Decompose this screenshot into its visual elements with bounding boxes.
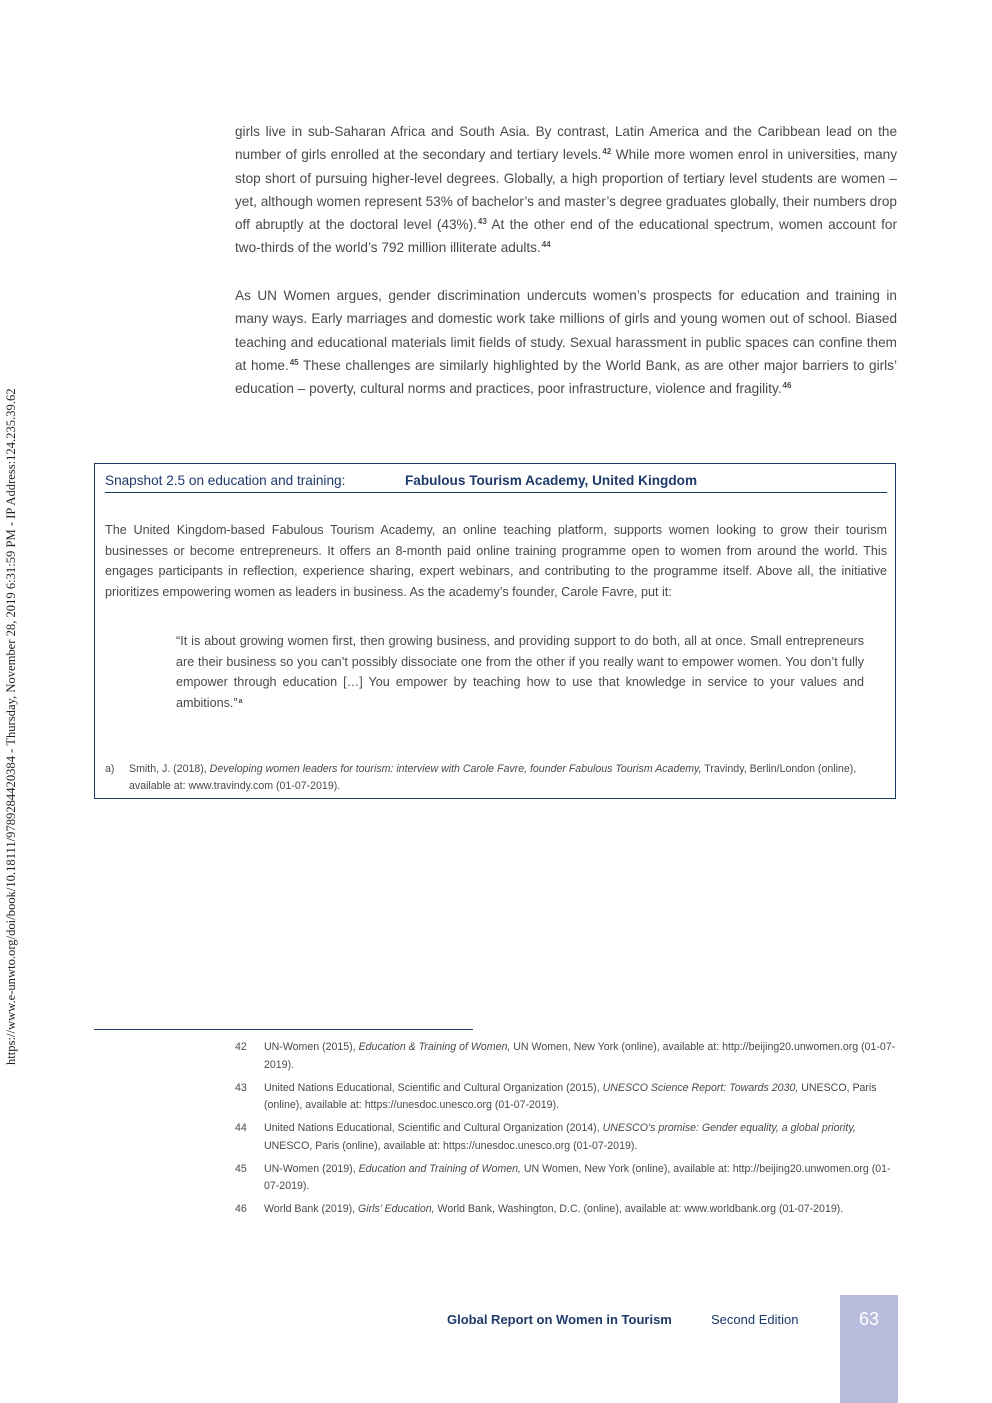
footnotes [235,1039,897,1224]
footnote-source: World Bank, Washington, D.C. (online), available at: www.worldbank.org (01-07-2019). [434,1203,844,1215]
note-text [129,761,887,795]
paragraph-education-stats [235,120,897,260]
footnote-title: UNESCO Science Report: Towards 2030, [602,1081,799,1094]
footnote-title: Girls’ Education, [358,1203,435,1215]
footnote-title: Education and Training of Women, [358,1162,521,1175]
note-title: Developing women leaders for tourism: interview with Carole Favre, founder Fabulous Tourism Academy, [209,763,702,775]
footnote-source: UNESCO, Paris (online), available at: https://unesdoc.unesco.org (01-07-2019). [264,1081,877,1111]
snapshot-box [94,463,896,799]
footnote-author: United Nations Educational, Scientific and Cultural Organization (2015), [264,1081,603,1094]
footnote-author: UN-Women (2019), [264,1162,359,1175]
footnote-divider [94,1029,473,1030]
footnote-author: UN-Women (2015), [264,1041,359,1053]
download-watermark: https://www.e-unwto.org/doi/book/10.18111/9789284420384 - Thursday, November 28, 2019 6:31:59 PM - IP Address:124.235.39.62 [4,388,18,1065]
footnote-author: World Bank (2019), [264,1203,359,1215]
snapshot-header [105,472,887,493]
footnote-ref-46[interactable]: 46 [782,381,792,391]
footnote-ref-43[interactable]: 43 [477,217,487,227]
snapshot-quote [176,631,864,713]
footnote [235,1120,897,1155]
footnote [235,1201,897,1219]
footer-edition: Second Edition [711,1312,799,1327]
footnote-ref-44[interactable]: 44 [541,240,551,250]
footnote [235,1039,897,1074]
page-number: 63 [858,1309,880,1329]
footnote-source: UN Women, New York (online), available at: http://beijing20.unwomen.org (01-07-2019). [264,1162,891,1192]
note-marker: a) [105,763,115,775]
paragraph-text: girls live in sub-Saharan Africa and South Asia. By contrast, Latin America and the Caribbean lead on the number of girls enrolled at the secondary and tertiary levels. [235,124,897,163]
note-source: Travindy, Berlin/London (online), available at: www.travindy.com (01-07-2019). [129,763,857,792]
paragraph-text: These challenges are similarly highlighted by the World Bank, as are other major barriers to girls’ education – poverty, cultural norms and practices, poor infrastructure, violence and fragility. [235,357,897,397]
snapshot-label: Snapshot 2.5 on education and training: [105,473,346,488]
footnote [235,1161,897,1196]
snapshot-body: The United Kingdom-based Fabulous Tourism Academy, an online teaching platform, supports women looking to grow their tourism businesses or become entrepreneurs. It offers an 8-month paid online training programme open to women from around the world. This engages participants in reflection, experience sharing, expert webinars, and contributing to the programme itself. Above all, the initiative prioritizes empowering women as leaders in business. As the academy’s founder, Carole Favre, put it: [105,523,887,599]
footnote [235,1080,897,1115]
footnote-number: 46 [235,1203,247,1215]
footnote-ref-45[interactable]: 45 [289,357,299,367]
paragraph-text: At the other end of the educational spectrum, women account for two-thirds of the world’s 792 million illiterate adults. [235,217,897,256]
footer-report-title: Global Report on Women in Tourism [447,1312,672,1327]
paragraph-text: As UN Women argues, gender discrimination undercuts women’s prospects for education and training in many ways. Early marriages and domestic work take millions of girls and young women out of school. Biased teaching and educational materials limit fields of study. Sexual harassment in public spaces can confine them at home. [235,288,897,373]
page-number-tab [840,1295,898,1403]
footnote-source: UNESCO, Paris (online), available at: https://unesdoc.unesco.org (01-07-2019). [264,1139,638,1152]
footnote-title: Education & Training of Women, [358,1041,511,1053]
footnote-source: UN Women, New York (online), available at: http://beijing20.unwomen.org (01-07-2019). [264,1041,896,1071]
snapshot-note [105,761,887,795]
quote-text: “It is about growing women first, then growing business, and providing support to do both, all at once. Small entrepreneurs are their business so you can’t possibly dissociate one from the other if you really want to empower women. You don’t fully empower through education […] You empower by teaching how to use that knowledge in service to your values and ambitions.” [176,634,864,710]
paragraph-text: While more women enrol in universities, many stop short of pursuing higher-level degrees. Globally, a high proportion of tertiary level students are women – yet, although women represent 53% of bachelor’s and master’s degree graduates globally, their numbers drop off abruptly at the doctoral level (43%). [235,147,898,233]
quote-note-ref[interactable]: a [238,697,243,705]
footnote-number: 43 [235,1081,247,1094]
snapshot-title: Fabulous Tourism Academy, United Kingdom [405,473,698,488]
footnote-number: 42 [235,1041,247,1053]
footnote-number: 44 [235,1122,247,1134]
footnote-author: United Nations Educational, Scientific and Cultural Organization (2014), [264,1122,603,1134]
footnote-title: UNESCO’s promise: Gender equality, a global priority, [602,1122,856,1134]
note-author: Smith, J. (2018), [129,763,210,775]
paragraph-gender-discrimination [235,284,897,400]
footnote-number: 45 [235,1162,247,1175]
footnote-ref-42[interactable]: 42 [602,147,612,157]
